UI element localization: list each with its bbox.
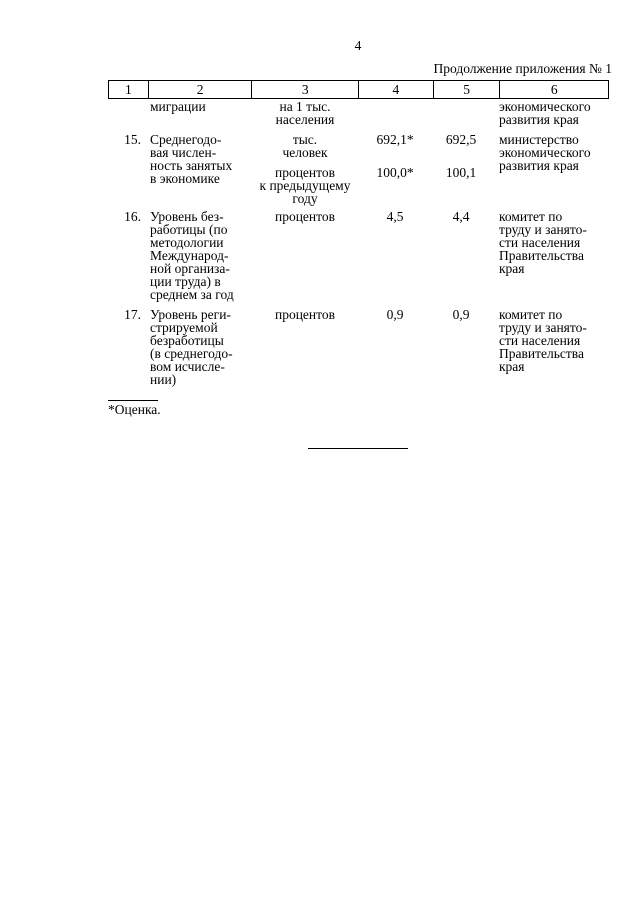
header-col-4: 4	[359, 81, 434, 98]
header-col-1: 1	[109, 81, 149, 98]
row-value-col4: 4,5	[386, 209, 404, 224]
continuation-label: Продолжение приложения № 1	[433, 61, 612, 76]
row-unit: тыс. человек	[282, 132, 328, 160]
row-value-col5-secondary: 100,1	[445, 165, 477, 180]
row-value-col4-secondary: 100,0*	[376, 165, 414, 180]
row-value-col5: 4,4	[452, 209, 470, 224]
page-number: 4	[354, 38, 362, 53]
row-value-col4: 692,1*	[376, 132, 414, 147]
row-unit: на 1 тыс. населения	[275, 99, 335, 127]
header-col-3: 3	[252, 81, 359, 98]
row-responsible: комитет по труду и занято- сти населения Правительства края	[499, 307, 587, 374]
end-divider	[308, 448, 408, 449]
header-col-6: 6	[550, 82, 558, 97]
row-name: Уровень без- работицы (по методологии Международ- ной организа- ции труда) в среднем за год	[150, 209, 234, 302]
footnote-divider	[108, 400, 158, 401]
row-name: Уровень реги- стрируемой безработицы (в среднегодо- вом исчисле- нии)	[150, 307, 233, 387]
row-name: Среднегодо- вая числен- ность занятых в экономике	[150, 132, 233, 186]
row-responsible: министерство экономического развития края	[499, 132, 591, 173]
row-responsible: экономического развития края	[499, 99, 591, 127]
row-number: 17.	[124, 307, 141, 322]
row-number: 15.	[124, 132, 141, 147]
row-value-col5: 0,9	[452, 307, 470, 322]
row-unit-secondary: процентов к предыдущему году	[259, 165, 351, 206]
row-unit: процентов	[274, 209, 335, 224]
header-col-2: 2	[149, 81, 253, 98]
row-value-col5: 692,5	[445, 132, 477, 147]
row-value-col4: 0,9	[386, 307, 404, 322]
row-unit: процентов	[274, 307, 335, 322]
row-name: миграции	[150, 99, 206, 114]
row-number: 16.	[124, 209, 141, 224]
footnote: *Оценка.	[108, 402, 161, 417]
table-header-row	[108, 80, 609, 99]
header-col-5: 5	[434, 81, 501, 98]
row-responsible: комитет по труду и занято- сти населения Правительства края	[499, 209, 587, 276]
